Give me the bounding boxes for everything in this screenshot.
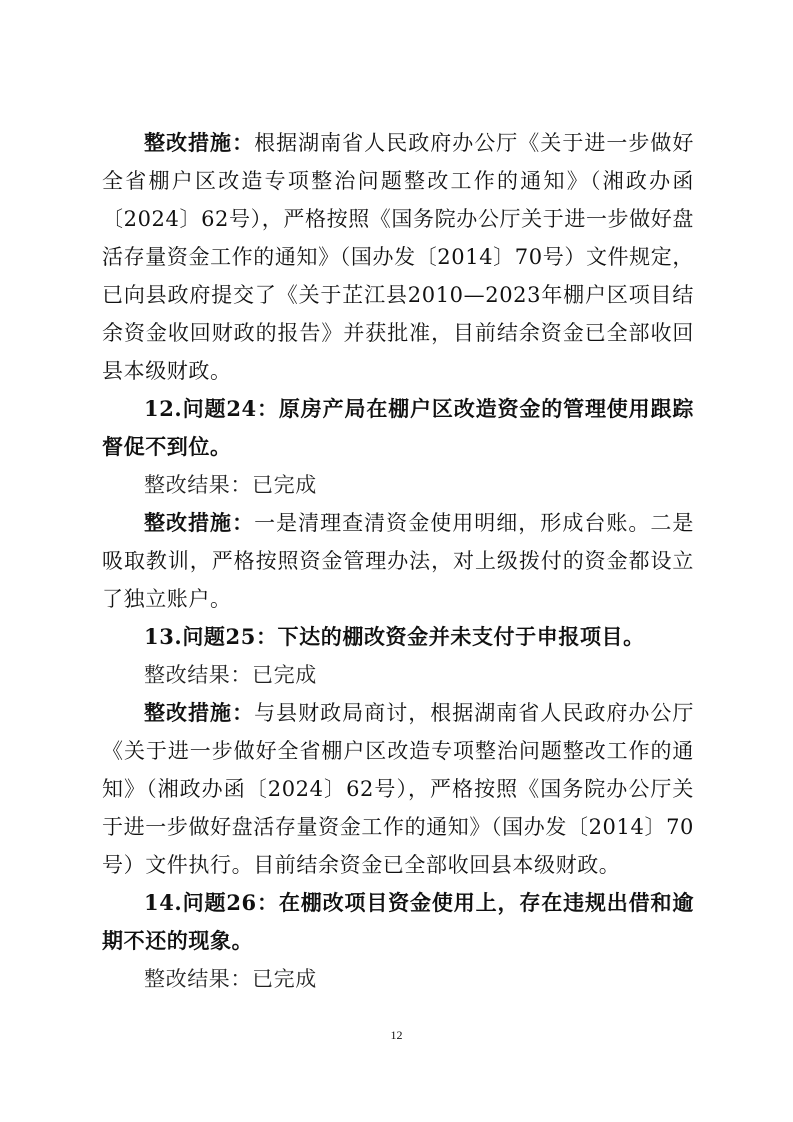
measure-paragraph (102, 124, 694, 390)
measure-text: 一是清理查清资金使用明细，形成台账。二是吸取教训，严格按照资金管理办法，对上级拨付的资金都设立了独立账户。 (102, 511, 695, 611)
issue-heading: 14.问题26：在棚改项目资金使用上，存在违规出借和逾期不还的现象。 (102, 890, 694, 953)
page-number: 12 (390, 1028, 403, 1042)
result-line: 整改结果：已完成 (144, 473, 317, 497)
issue-heading: 12.问题24：原房产局在棚户区改造资金的管理使用跟踪督促不到位。 (102, 396, 694, 459)
measure-text: 根据湖南省人民政府办公厅《关于进一步做好全省棚户区改造专项整治问题整改工作的通知》（湘政办函〔2024〕62号），严格按照《国务院办公厅关于进一步做好盘活存量资金工作的通知》（国办发〔2014〕70号）文件规定，已向县政府提交了《关于芷江县2010—2023年棚户区项目结余资金收回财政的报告》并获批准，目前结余资金已全部收回县本级财政。 (102, 131, 695, 383)
measure-label: 整改措施： (144, 700, 255, 725)
page-content (102, 124, 694, 998)
result-line: 整改结果：已完成 (144, 967, 317, 991)
issue-heading: 13.问题25：下达的棚改资金并未支付于申报项目。 (144, 624, 645, 649)
result-line: 整改结果：已完成 (144, 663, 317, 687)
measure-text: 与县财政局商讨，根据湖南省人民政府办公厅《关于进一步做好全省棚户区改造专项整治问题整改工作的通知》（湘政办函〔2024〕62号），严格按照《国务院办公厅关于进一步做好盘活存量资金工作的通知》（国办发〔2014〕70号）文件执行。目前结余资金已全部收回县本级财政。 (102, 701, 695, 877)
measure-paragraph (102, 694, 694, 884)
measure-label: 整改措施： (144, 510, 255, 535)
measure-label: 整改措施： (144, 130, 255, 155)
measure-paragraph (102, 504, 694, 618)
